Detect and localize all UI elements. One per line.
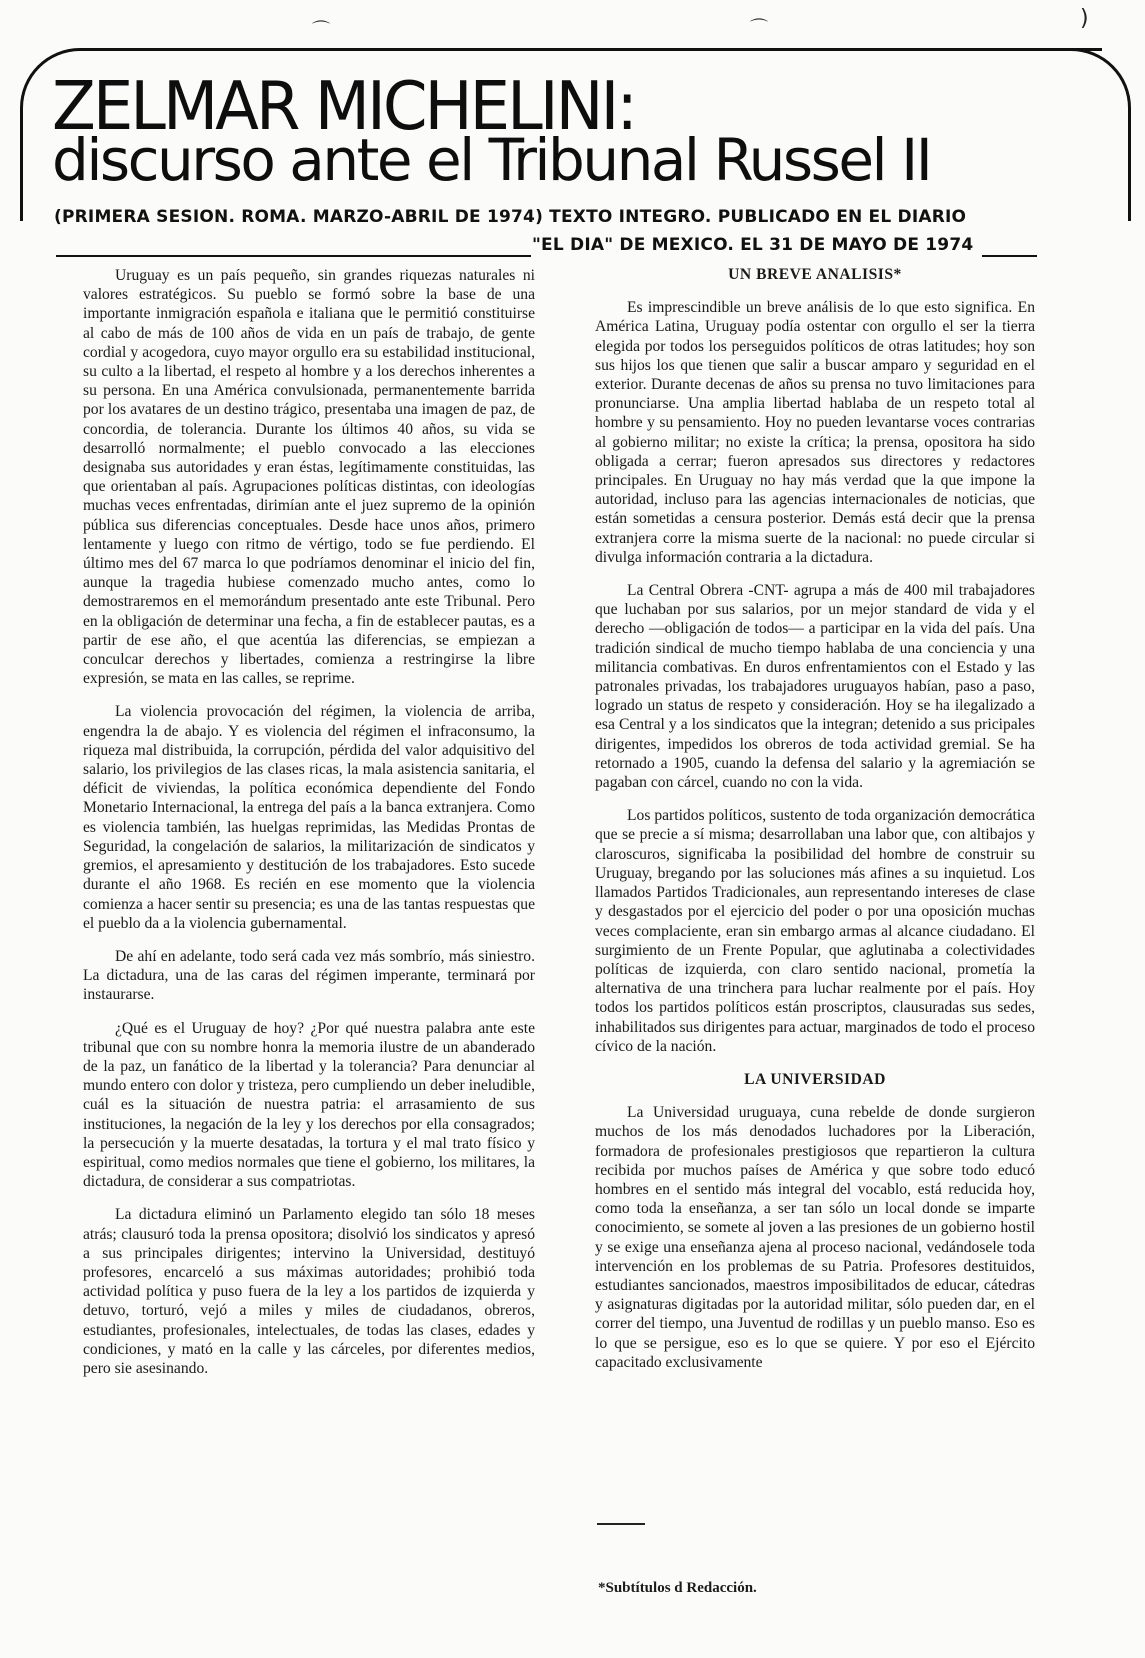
paragraph: La Central Obrera -CNT- agrupa a más de 400 mil trabajadores que luchaban por sus salarios, por un mejor standard de vida y el derecho —obligación de todos— a participar en la vida del país. Una tradición sindical de mucho tiempo hablaba de una conciencia y una militancia combativas. En duros enfrentamientos con el Estado y las patronales privadas, los trabajadores uruguayos habían, paso a paso, logrado un status de respeto y consideración. Hoy se ha ilegalizado a esa Central y a los sindicatos que la integran; detenido a sus pricipales dirigentes, impedidos los obreros de toda actividad gremial. Se ha retornado a 1905, cuando la defensa del salario y la agremiación se pagaban con cárcel, cuando no con la vida. — [595, 582, 1035, 792]
frame-top-rule — [92, 48, 1102, 51]
scan-mark: ) — [1080, 6, 1089, 31]
frame-right-corner — [1048, 48, 1131, 221]
paragraph: Es imprescindible un breve análisis de lo que esto significa. En América Latina, Uruguay podía ostentar con orgullo el ser la tierra elegida por todos los perseguidos políticos de otras latitudes; hoy son sus hijos los que tienen que salir a buscar amparo y seguridad en el exterior. Durante decenas de años su prensa no tuvo limitaciones para pronunciarse. Una amplia libertad hablaba de un respeto total al hombre y su pensamiento. Hoy no pueden levantarse voces contrarias al gobierno militar; no existe la crítica; la prensa, opositora ha sido obligada a cerrar; fueron apresados sus directores y redactores principales. En Uruguay no hay más verdad que la que impone la autoridad, incluso para las agencias internacionales de noticias, que están sometidas a censura posterior. Demás está decir que la prensa extranjera corre la misma suerte de la nacional: no puede circular si divulga información contraria a la dictadura. — [595, 299, 1035, 566]
paragraph: ¿Qué es el Uruguay de hoy? ¿Por qué nuestra palabra ante este tribunal que con su nombre honra la memoria ilustre de un abanderado de la paz, un fanático de la libertad y la tolerancia? Para denunciar al mundo entero con dolor y tristeza, pero cumpliendo un deber ineludible, cuál es la situación de nuestra patria: el arrasamiento de sus instituciones, la negación de la ley y los derechos por ella consagrados; la persecución y la muerte desatadas, la tortura y el mal trato físico y espiritual, como medios normales que tiene el gobierno, los militares, la dictadura, de considerar a sus compatriotas. — [83, 1019, 535, 1191]
paragraph: La violencia provocación del régimen, la violencia de arriba, engendra la de abajo. Y es violencia del régimen el infraconsumo, la riqueza mal distribuida, la corrupción, pérdida del valor adquisitivo del salario, los privilegios de las clases ricas, la mala asistencia sanitaria, el déficit de viviendas, la política económica dependiente del Fondo Monetario Internacional, la entrega del país a la banca extranjera. Como es violencia también, las huelgas reprimidas, las Medidas Prontas de Seguridad, la congelación de salarios, la militarización de sindicatos y gremios, el apresamiento y destitución de los trabajadores. Esto sucede durante el año 1968. Es recién en ese momento que la violencia comienza a hacer sentir su presencia; es una de las tantas respuestas que el pueblo da a la violencia gubernamental. — [83, 703, 535, 932]
header-rule-right — [982, 255, 1037, 257]
section-heading: LA UNIVERSIDAD — [744, 1070, 886, 1088]
paragraph: Uruguay es un país pequeño, sin grandes riquezas naturales ni valores estratégicos. Su pueblo se formó sobre la base de una importante inmigración española e italiana que le permitió constituirse al cabo de más de 100 años de vida en un país de trabajo, de gente cordial y acogedora, cuyo mayor orgullo era su estabilidad institucional, su culto a la libertad, el respeto al hombre y a los derechos inherentes a su persona. En una América convulsionada, permanentemente barrida por los avatares de un destino trágico, presentaba una imagen de paz, de concordia, de tolerancia. Durante los últimos 40 años, su vida se desarrolló normalmente; el pueblo convocado a las elecciones designaba sus autoridades y eran éstas, legítimamente constituidas, las que orientaban al país. Agrupaciones políticas distintas, con ideologías muchas veces enfrentadas, dirimían ante el juez supremo de la opinión pública sus diferencias conceptuales. Desde hace unos años, primero lentamente y luego con ritmo de vértigo, todo se fue perdiendo. El último mes del 67 marca lo que podríamos denominar el inicio del fin, aunque la tragedia hubiese comenzado mucho antes, como lo demostraremos en el memorándum presentado ante este Tribunal. Pero en la obligación de determinar una fecha, a fin de establecer pautas, es a partir de ese año, el que acentúa las diferencias, se empiezan a conculcar derechos y libertades, comienza a restringirse la libre expresión, se mata en las calles, se reprime. — [83, 267, 535, 688]
paragraph: La Universidad uruguaya, cuna rebelde de donde surgieron muchos de los más denodados luchadores por la Liberación, formadora de profesionales prestigiosos que repartieron la cultura recibida por muchos países de América y que sobre todo educó hombres en el sentido más integral del vocablo, está reducida hoy, como toda la enseñanza, a ser tan sólo un local donde se imparte conocimiento, se somete al joven a las presiones de un gobierno hostil y se exige una enseñanza ajena al proceso nacional, vedándosele toda intervención en los problemas de su Patria. Profesores destituidos, estudiantes sancionados, maestros imposibilitados de educar, cátedras y asignaturas digitadas por la autoridad militar, sólo pueden dar, en el correr del tiempo, una Juventud de rodillas y un pueblo manso. Eso es lo que se persigue, eso es lo que se quiere. Y por eso el Ejército capacitado exclusivamente — [595, 1104, 1035, 1371]
scan-mark: ⌒ — [750, 18, 768, 39]
page-title: ZELMAR MICHELINI: — [52, 68, 635, 146]
right-column — [595, 265, 1035, 1386]
paragraph: La dictadura eliminó un Parlamento elegido tan sólo 18 meses atrás; clausuró toda la prensa opositora; disolvió los sindicatos y apresó a sus principales dirigentes; intervino la Universidad, destituyó profesores, encarceló a sus máximas autoridades; prohibió toda actividad política y puso fuera de la ley a los partidos de izquierda y detuvo, torturó, vejó a miles y miles de ciudadanos, obreros, estudiantes, profesionales, intelectuales, de todas las clases, edades y condiciones, y mató en la calle y las cárceles, por diferentes medios, pero sie asesinando. — [83, 1206, 535, 1377]
page-subtitle: discurso ante el Tribunal Russel II — [52, 126, 931, 194]
footnote-rule — [597, 1523, 645, 1525]
publication-info-line2: "EL DIA" DE MEXICO. EL 31 DE MAYO DE 1974 — [532, 235, 974, 255]
paragraph: De ahí en adelante, todo será cada vez más sombrío, más siniestro. La dictadura, una de las caras del régimen imperante, terminará por instaurarse. — [83, 947, 535, 1004]
footnote: *Subtítulos d Redacción. — [598, 1580, 757, 1596]
section-heading: UN BREVE ANALISIS* — [728, 266, 902, 283]
left-column — [83, 266, 535, 1392]
publication-info-line1: (PRIMERA SESION. ROMA. MARZO-ABRIL DE 1974) TEXTO INTEGRO. PUBLICADO EN EL DIARIO — [54, 207, 967, 227]
paragraph: Los partidos políticos, sustento de toda organización democrática que se precie a sí misma; desarrollaban una labor que, con altibajos y claroscuros, significaba la posibilidad del hombre de construir su Uruguay, bregando por las soluciones más afines a su inquietud. Los llamados Partidos Tradicionales, aun representando intereses de clase y desgastados por el ejercicio del poder o por una oposición muchas veces complaciente, eran sin embargo armas al alcance ciudadano. El surgimiento de un Frente Popular, que aglutinaba a colectividades políticas de izquierda, con claro sentido nacional, prometía la alternativa de una trinchera para luchar realmente por el país. Hoy todos los partidos políticos están proscriptos, clausuradas sus sedes, inhabilitados sus dirigentes para actuar, marginados de todo el proceso cívico de la nación. — [595, 807, 1035, 1055]
scan-mark: ⌒ — [312, 20, 330, 41]
header-rule-left — [56, 255, 531, 257]
